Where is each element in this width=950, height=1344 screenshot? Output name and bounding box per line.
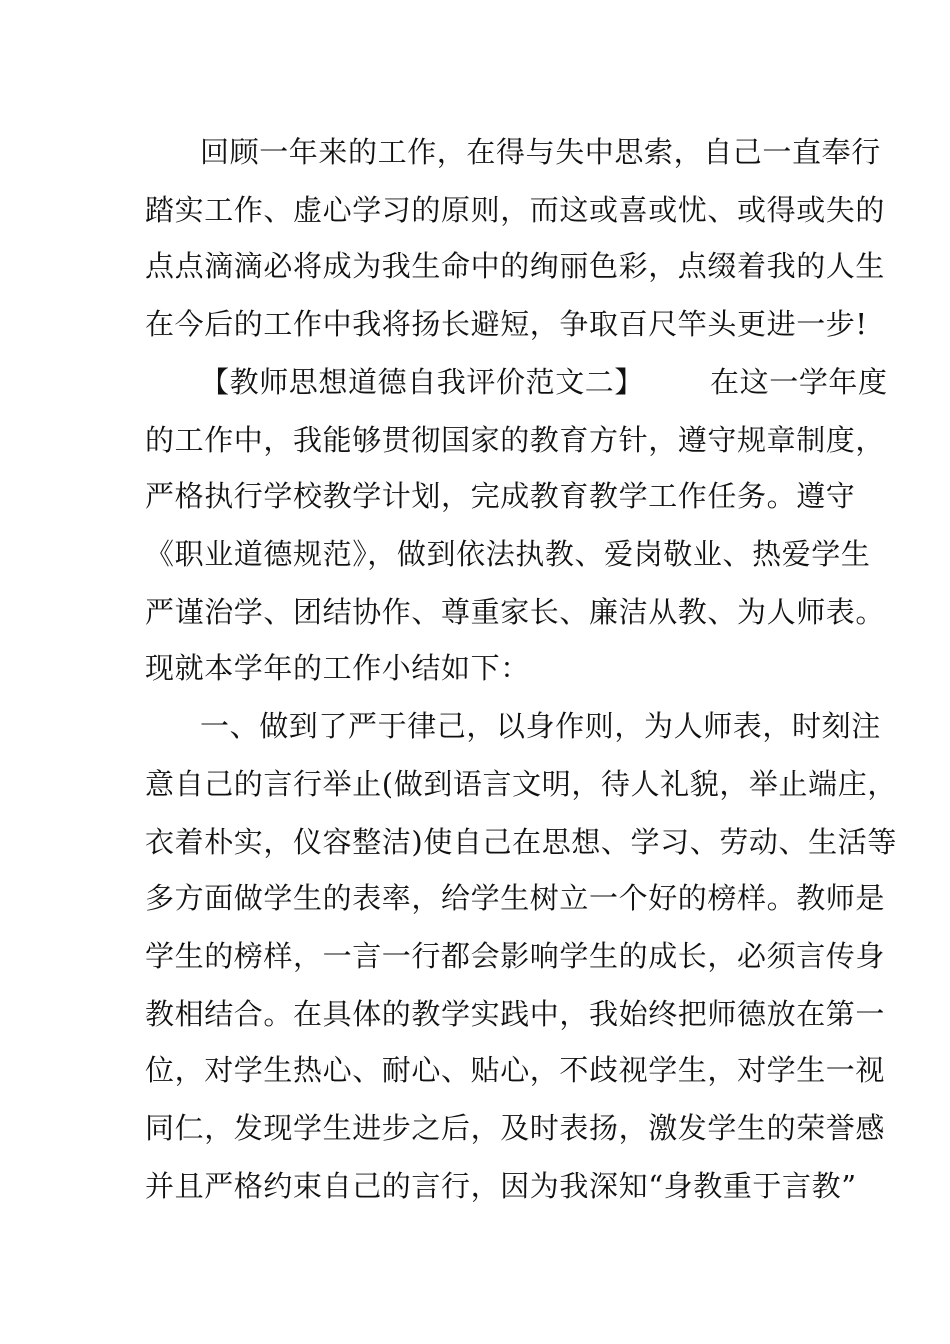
paragraph-line: 的工作中，我能够贯彻国家的教育方针，遵守规章制度， [145,423,886,457]
paragraph-line: 现就本学年的工作小结如下： [145,651,530,685]
paragraph-line: 点点滴滴必将成为我生命中的绚丽色彩，点缀着我的人生 [145,249,886,283]
paragraph-line: 在今后的工作中我将扬长避短，争取百尺竿头更进一步! [145,307,868,341]
paragraph-line: 学生的榜样，一言一行都会影响学生的成长，必须言传身 [145,939,886,973]
paragraph-line: 多方面做学生的表率，给学生树立一个好的榜样。教师是 [145,881,886,915]
paragraph-line: 教相结合。在具体的教学实践中，我始终把师德放在第一 [145,997,886,1031]
paragraph-line: 严格执行学校教学计划，完成教育教学工作任务。遵守 [145,479,856,513]
section-heading-line [200,362,888,402]
paragraph-line: 《职业道德规范》，做到依法执教、爱岗敬业、热爱学生 [145,537,871,571]
paragraph-line: 一、做到了严于律己，以身作则，为人师表，时刻注 [200,709,881,743]
paragraph-line: 踏实工作、虚心学习的原则，而这或喜或忧、或得或失的 [145,193,886,227]
paragraph-start: 在这一学年度 [710,365,888,399]
paragraph-line: 衣着朴实，仪容整洁)使自己在思想、学习、劳动、生活等 [145,825,897,859]
section-heading: 【教师思想道德自我评价范文二】 [200,365,645,399]
paragraph-line: 回顾一年来的工作，在得与失中思索，自己一直奉行 [200,135,881,169]
paragraph-line: 位，对学生热心、耐心、贴心，不歧视学生，对学生一视 [145,1053,886,1087]
paragraph-line: 同仁，发现学生进步之后，及时表扬，激发学生的荣誉感 [145,1111,886,1145]
paragraph-line: 并且严格约束自己的言行，因为我深知“身教重于言教” [145,1169,857,1203]
paragraph-line: 严谨治学、团结协作、尊重家长、廉洁从教、为人师表。 [145,595,886,629]
paragraph-line: 意自己的言行举止(做到语言文明，待人礼貌，举止端庄， [145,767,897,801]
